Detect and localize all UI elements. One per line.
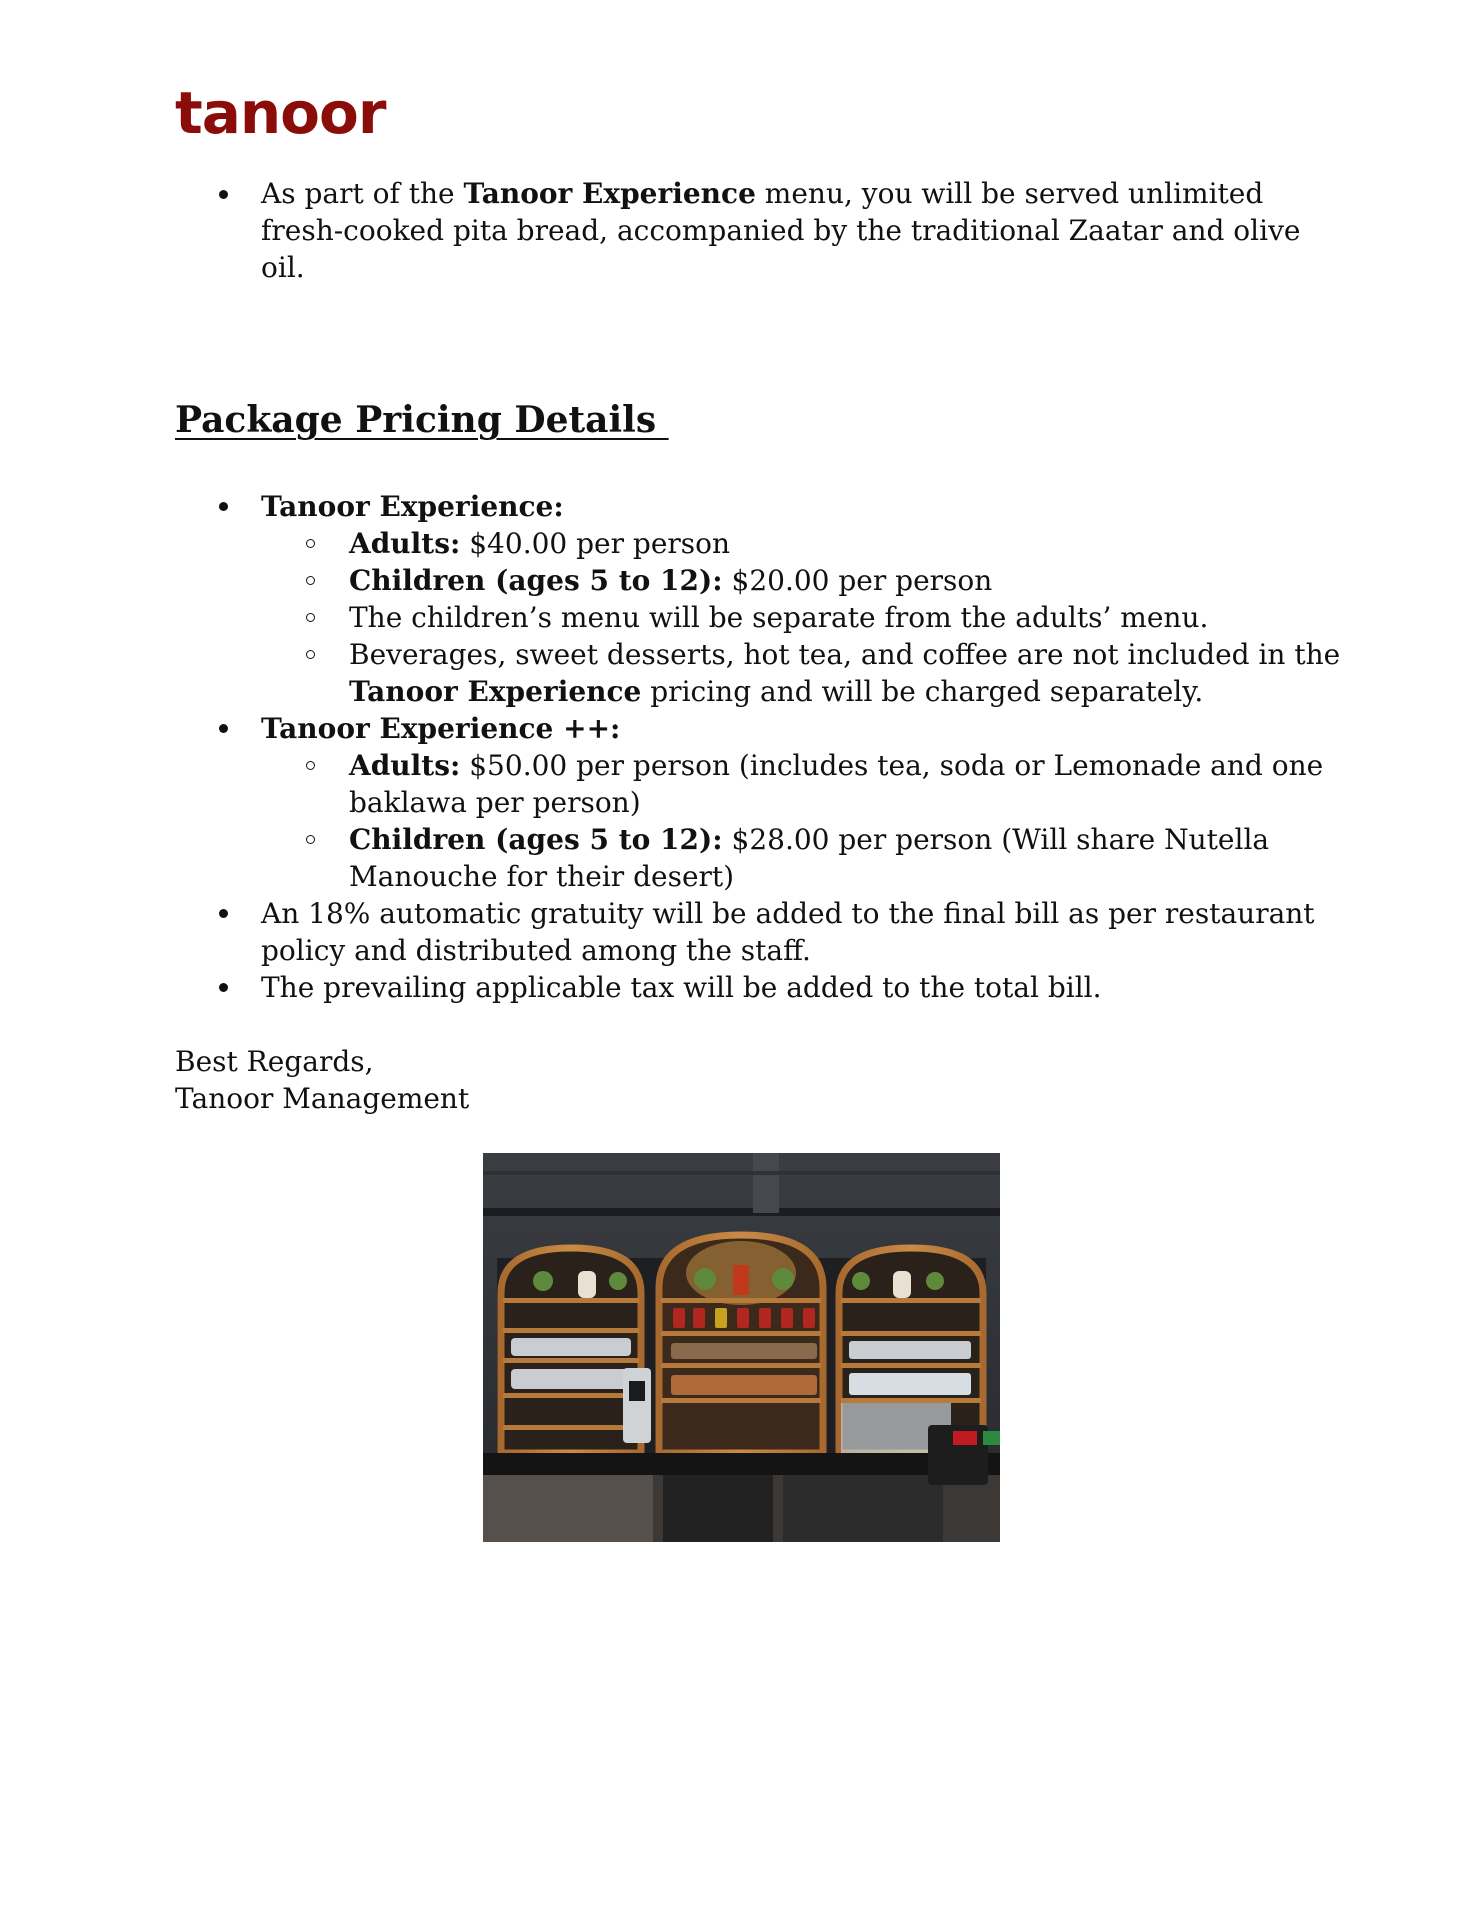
bullet-icon (219, 983, 228, 992)
section-title-tanoor-experience: Tanoor Experience: (261, 490, 564, 523)
tax-note: The prevailing applicable tax will be added to the total bill. (261, 971, 1102, 1004)
closing-regards: Best Regards, (175, 1045, 374, 1078)
note-beverages-line2: Tanoor Experience pricing and will be charged separately. (349, 675, 1204, 708)
gratuity-line1: An 18% automatic gratuity will be added to the final bill as per restaurant (261, 897, 1315, 930)
note-beverages-line1: Beverages, sweet desserts, hot tea, and coffee are not included in the (349, 638, 1341, 671)
sub-bullet-icon (306, 576, 315, 585)
sub-bullet-icon (306, 613, 315, 622)
plus-price-children-line1: Children (ages 5 to 12): $28.00 per person (Will share Nutella (349, 823, 1270, 856)
tanoor-logo: tanoor (175, 79, 386, 147)
section-title-tanoor-plus: Tanoor Experience ++: (261, 712, 621, 745)
bullet-icon (219, 724, 228, 733)
sub-bullet-icon (306, 539, 315, 548)
plus-price-adults-line2: baklawa per person) (349, 786, 641, 819)
gratuity-line2: policy and distributed among the staff. (261, 934, 811, 967)
sub-bullet-icon (306, 835, 315, 844)
intro-paragraph: As part of the Tanoor Experience menu, you will be served unlimited fresh-cooked pita bread, accompanied by the traditional Zaatar and olive oil. (261, 177, 1301, 284)
bullet-icon (219, 502, 228, 511)
restaurant-shelves-photo (483, 1153, 1000, 1542)
plus-price-children-line2: Manouche for their desert) (349, 860, 735, 893)
plus-price-adults-line1: Adults: $50.00 per person (includes tea, soda or Lemonade and one (349, 749, 1324, 782)
page-title: Package Pricing Details (175, 399, 669, 441)
sub-bullet-icon (306, 650, 315, 659)
bullet-icon (219, 190, 228, 199)
closing-signature: Tanoor Management (175, 1082, 470, 1115)
bullet-icon (219, 909, 228, 918)
note-separate-menu: The children’s menu will be separate from the adults’ menu. (349, 601, 1209, 634)
sub-bullet-icon (306, 761, 315, 770)
price-children: Children (ages 5 to 12): $20.00 per person (349, 564, 993, 597)
price-adults: Adults: $40.00 per person (349, 527, 731, 560)
